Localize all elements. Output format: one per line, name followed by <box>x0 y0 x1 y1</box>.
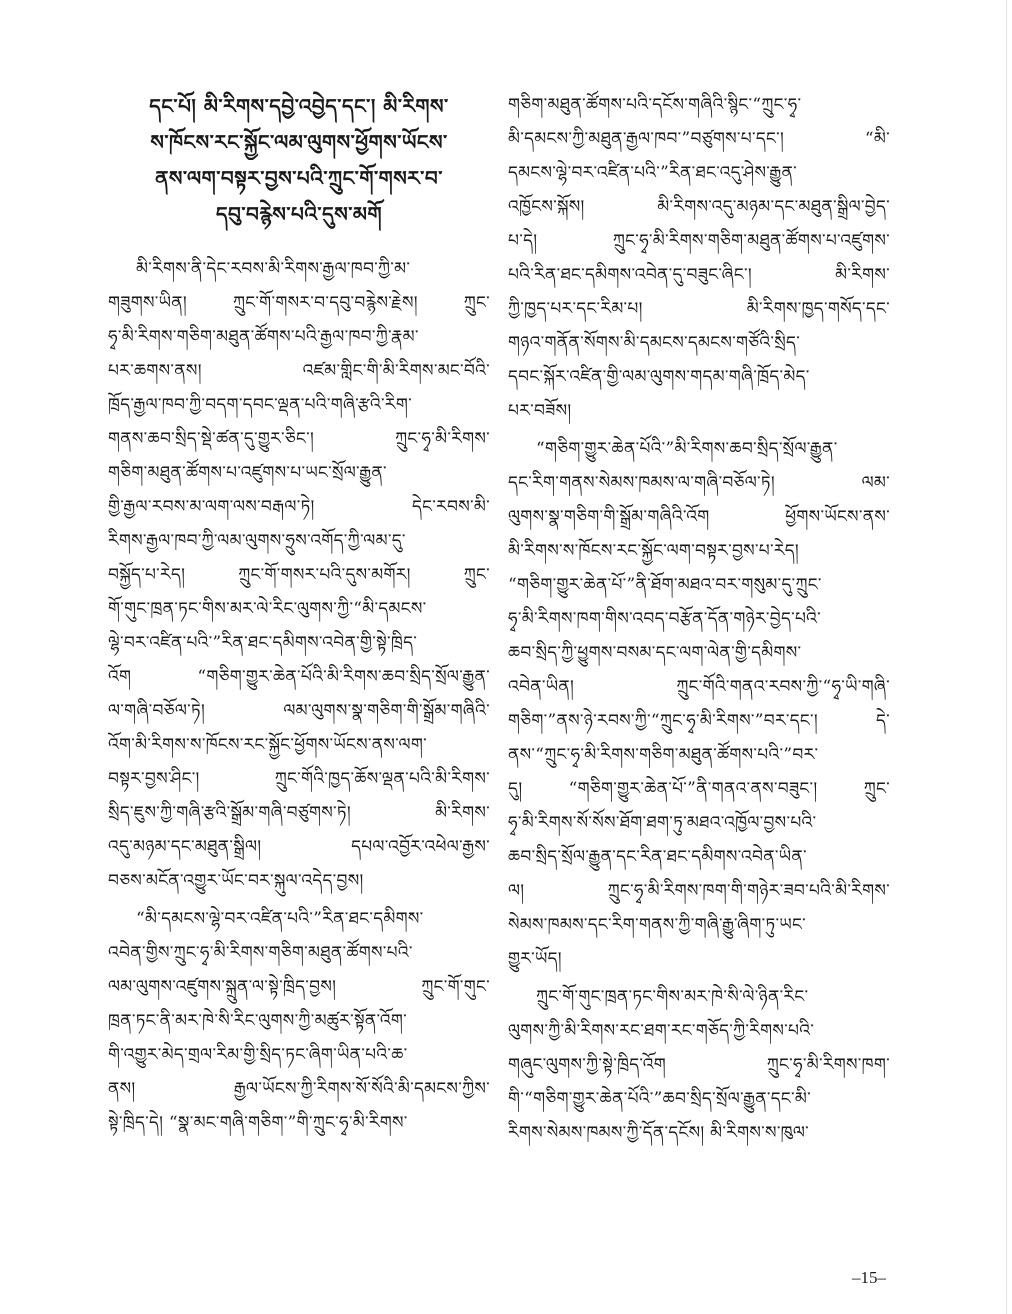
text-line: པ་དེ། ཀྲུང་ཧྭ་མི་རིགས་གཅིག་མཐུན་ཚོགས་པ་འཛུགས་ <box>508 231 890 251</box>
text-line: ལྷེ་བར་འཛིན་པའི་”རིན་ཐང་དམིགས་འབེན་གྱི་སྟེ་ཁྲིད་ <box>108 633 418 653</box>
text-line: ལུགས་སྣ་གཅིག་གི་སྒྲོམ་གཞིའི་འོག ཕྱོགས་ཡོངས་ནས་ <box>508 507 890 527</box>
title-line: ས་ཁོངས་རང་སྐྱོང་ལམ་ལུགས་ཕྱོགས་ཡོངས་ <box>150 130 448 154</box>
text-line: དམངས་ལྷེ་བར་འཛིན་པའི་”རིན་ཐང་འདུ་ཤེས་རྒྱུན་ <box>508 163 798 183</box>
paragraph <box>508 980 890 1150</box>
text-line: བསྐྱོད་པ་རེད། ཀྲུང་གོ་གསར་པའི་དུས་མགོར། ཀྲུང་ <box>108 565 490 585</box>
text-line: གནས་ཆབ་སྲིད་སྡེ་ཚན་དུ་གྱུར་ཅིང་། ཀྲུང་ཧྭ་མི་རིགས་ <box>108 429 490 449</box>
section-title <box>108 88 490 232</box>
text-line: གྱུར་ཡོད། <box>508 949 562 969</box>
text-line: ཆབ་སྲིད་སྲོལ་རྒྱུན་དང་རིན་ཐང་དམིགས་འབེན་ཡིན་ <box>508 847 807 867</box>
text-line: གཅིག་མཐུན་ཚོགས་པའི་དངོས་གཞིའི་སྙིང་“ཀྲུང་ཧྭ་ <box>508 95 802 115</box>
title-line: དང་པོ། མི་རིགས་དབྱེ་འབྱེད་དང་། མི་རིགས་ <box>149 94 449 118</box>
text-line: མི་རིགས་ནི་དེང་རབས་མི་རིགས་རྒྱལ་ཁབ་ཀྱི་མ་ <box>136 259 411 279</box>
text-line: “གཅིག་གྱུར་ཆེན་པོ་”ནི་ཐོག་མཐའ་བར་གསུམ་དུ་ཀྲུང་ <box>508 575 822 595</box>
text-line: “མི་དམངས་ལྷེ་བར་འཛིན་པའི་”རིན་ཐང་དམིགས་ <box>136 909 424 929</box>
text-line: རིགས་རྒྱལ་ཁབ་ཀྱི་ལམ་ལུགས་ཧྲུས་འགོད་ཀྱི་ལམ་དུ་ <box>108 531 406 551</box>
text-line: བཅས་མངོན་འགྱུར་ཡོང་བར་སྐུལ་འདེད་བྱས། <box>108 871 364 891</box>
text-line: པར་ཆགས་ནས། འཛམ་གླིང་གི་མི་རིགས་མང་བོའི་ <box>108 361 490 381</box>
text-line: མི་རིགས་ས་ཁོངས་རང་སྐྱོང་ལག་བསྟར་བྱས་པ་རེད། <box>508 541 799 561</box>
text-line: མི་དམངས་ཀྱི་མཐུན་རྒྱལ་ཁབ་”བཙུགས་པ་དང་། “མི་ <box>508 129 890 149</box>
right-body-text <box>508 88 890 1150</box>
text-line: གཞུང་ལུགས་ཀྱི་སྟེ་ཁྲིད་འོག ཀྲུང་ཧྭ་མི་རིགས་ཁག་ <box>508 1055 890 1075</box>
text-line: སེམས་ཁམས་དང་རིག་གནས་ཀྱི་གཞི་རྒྱུ་ཞིག་ཏུ་ཡང་ <box>508 915 806 935</box>
text-line: ནས་“ཀྲུང་ཧྭ་མི་རིགས་གཅིག་མཐུན་ཚོགས་པའི་”བར་ <box>508 745 819 765</box>
text-line: གི་འགྱུར་མེད་གྲལ་རིམ་གྱི་སྲིད་ཏང་ཞིག་ཡིན་པའི་ཆ་ <box>108 1045 408 1065</box>
text-line: རིགས་སེམས་ཁམས་ཀྱི་དོན་དངོས། མི་རིགས་ས་ཁུལ་ <box>508 1123 810 1143</box>
text-line: ཁྲན་ཏང་ནི་མར་ཁེ་སི་རིང་ལུགས་ཀྱི་མཚུར་སྟོན་འོག་ <box>108 1011 408 1031</box>
text-line: གཉའ་གནོན་སོགས་མི་དམངས་དམངས་གཙོའི་སྲིད་ <box>508 333 801 353</box>
text-line: གོ་གུང་ཁྲན་ཏང་གིས་མར་ལེ་རིང་ལུགས་ཀྱི་“མི་དམངས་ <box>108 599 427 619</box>
text-line: ཀྲུང་གོ་གུང་ཁྲན་ཏང་གིས་མར་ཁེ་སི་ལེ་ཉིན་རིང་ <box>536 987 809 1007</box>
text-line: གི་“གཅིག་གྱུར་ཆེན་པོའི་”ཆབ་སྲིད་སྲོལ་རྒྱུན་དང་མི་ <box>508 1089 812 1109</box>
text-line: བསྟར་བྱས་ཤིང་། ཀྲུང་གོའི་ཁྱད་ཆོས་ལྡན་པའི་མི་རིགས་ <box>108 769 490 789</box>
text-line: དབང་སྐོར་འཛིན་གྱི་ལམ་ལུགས་གདམ་གཞི་ཁྲོད་མེད་ <box>508 367 810 387</box>
paragraph <box>508 88 890 428</box>
text-line: ཧྭ་མི་རིགས་གཅིག་མཐུན་ཚོགས་པའི་རྒྱལ་ཁབ་ཀྱི་རྣམ་ <box>108 327 419 347</box>
text-line: ཀྱི་ཁྱད་པར་དང་རིམ་པ། མི་རིགས་ཁྱད་གསོད་དང་ <box>508 299 890 319</box>
right-column <box>508 88 890 1154</box>
title-line: ནས་ལག་བསྟར་བྱས་པའི་ཀྲུང་གོ་གསར་བ་ <box>155 166 443 190</box>
text-line: ཧྭ་མི་རིགས་སོ་སོས་ཐོག་ཐག་ཏུ་མཐའ་འཁྱོལ་བྱས་པའི་ <box>508 813 817 833</box>
title-line: དབུ་བརྙེས་པའི་དུས་མགོ <box>215 202 383 226</box>
text-line: ལམ་ལུགས་འཛུགས་སྐྲུན་ལ་སྟེ་ཁྲིད་བྱས། ཀྲུང་གོ་གུང་ <box>108 977 490 997</box>
text-line: འོག “གཅིག་གྱུར་ཆེན་པོའི་མི་རིགས་ཆབ་སྲིད་སྲོལ་རྒྱུན་ <box>108 667 490 687</box>
text-line: འདུ་མཉམ་དང་མཐུན་སྒྲིལ། དཔལ་འབྱོར་འཕེལ་རྒྱས་ <box>108 837 490 857</box>
text-line: ལ་གཞི་བཅོལ་ཏེ། ལམ་ལུགས་སྣ་གཅིག་གི་སྒྲོམ་གཞིའི་ <box>108 701 490 721</box>
text-line: སྟེ་ཁྲིད་དེ། “སྣ་མང་གཞི་གཅིག་”གི་ཀྲུང་ཧྭ་མི་རིགས་ <box>108 1113 408 1133</box>
text-line: དུ། “གཅིག་གྱུར་ཆེན་པོ་”ནི་གནའ་ནས་བཟུང་། ཀྲུང་ <box>508 779 890 799</box>
paragraph <box>508 432 890 976</box>
text-line: “གཅིག་གྱུར་ཆེན་པོའི་”མི་རིགས་ཆབ་སྲིད་སྲོལ་རྒྱུན་ <box>536 439 838 459</box>
text-line: གཅིག་མཐུན་ཚོགས་པ་འཛུགས་པ་ཡང་སྲོལ་རྒྱུན་ <box>108 463 387 483</box>
paragraph <box>108 902 490 1140</box>
left-body-text <box>108 252 490 1140</box>
page-number: –15– <box>852 1268 886 1287</box>
text-line: ལུགས་ཀྱི་མི་རིགས་རང་ཐག་རང་གཅོད་ཀྱི་རིགས་པའི་ <box>508 1021 815 1041</box>
text-line: གཅིག་”ནས་ཉེ་རབས་ཀྱི་“ཀྲུང་ཧྭ་མི་རིགས་”བར་དང་། དེ་ <box>508 711 890 731</box>
paragraph <box>108 252 490 898</box>
text-line: འབེན་ཡིན། ཀྲུང་གོའི་གནའ་རབས་ཀྱི་“ཧྭ་ཡི་གཞི་ <box>508 677 890 697</box>
text-line: ལ། ཀྲུང་ཧྭ་མི་རིགས་ཁག་གི་གཉེར་ཟབ་པའི་མི་རིགས་ <box>508 881 890 901</box>
text-line: འཁྱོངས་སྐོས། མི་རིགས་འདུ་མཉམ་དང་མཐུན་སྒྲིལ་བྱེད་ <box>508 197 890 217</box>
text-line: གྱི་རྒྱལ་རབས་མ་ལག་ལས་བརྒལ་ཏེ། དེང་རབས་མི་ <box>108 497 490 517</box>
text-line: འོག་མི་རིགས་ས་ཁོངས་རང་སྐྱོང་ཕྱོགས་ཡོངས་ནས་ལག་ <box>108 735 427 755</box>
text-line: གཟུགས་ཡིན། ཀྲུང་གོ་གསར་བ་དབུ་བརྙེས་རྗེས། ཀྲུང་ <box>108 293 490 313</box>
text-line: པའི་རིན་ཐང་དམིགས་འབེན་དུ་བཟུང་ཞིང་། མི་རིགས་ <box>508 265 890 285</box>
text-line: དང་རིག་གནས་སེམས་ཁམས་ལ་གཞི་བཅོལ་ཏེ། ལམ་ <box>508 473 890 493</box>
left-column <box>108 88 490 1144</box>
text-line: ནས། རྒྱལ་ཡོངས་ཀྱི་རིགས་སོ་སོའི་མི་དམངས་ཀྱིས་ <box>108 1079 490 1099</box>
text-line: ཧྭ་མི་རིགས་ཁག་གིས་འབད་བརྩོན་དོན་གཉེར་བྱེད་པའི་ <box>508 609 822 629</box>
text-line: ཆབ་སྲིད་ཀྱི་ཕྱུགས་བསམ་དང་ལག་ལེན་གྱི་དམིགས་ <box>508 643 802 663</box>
text-line: ཁྲོད་རྒྱལ་ཁབ་ཀྱི་བདག་དབང་ལྡན་པའི་གཞི་རྩའི་རིག་ <box>108 395 412 415</box>
text-line: སྲིད་ཇུས་ཀྱི་གཞི་རྩའི་སྒྲོམ་གཞི་བཙུགས་ཏེ། མི་རིགས་ <box>108 803 490 823</box>
text-line: པར་བཟོས། <box>508 401 572 421</box>
text-line: འབེན་གྱིས་ཀྲུང་ཧྭ་མི་རིགས་གཅིག་མཐུན་ཚོགས་པའི་ <box>108 943 413 963</box>
